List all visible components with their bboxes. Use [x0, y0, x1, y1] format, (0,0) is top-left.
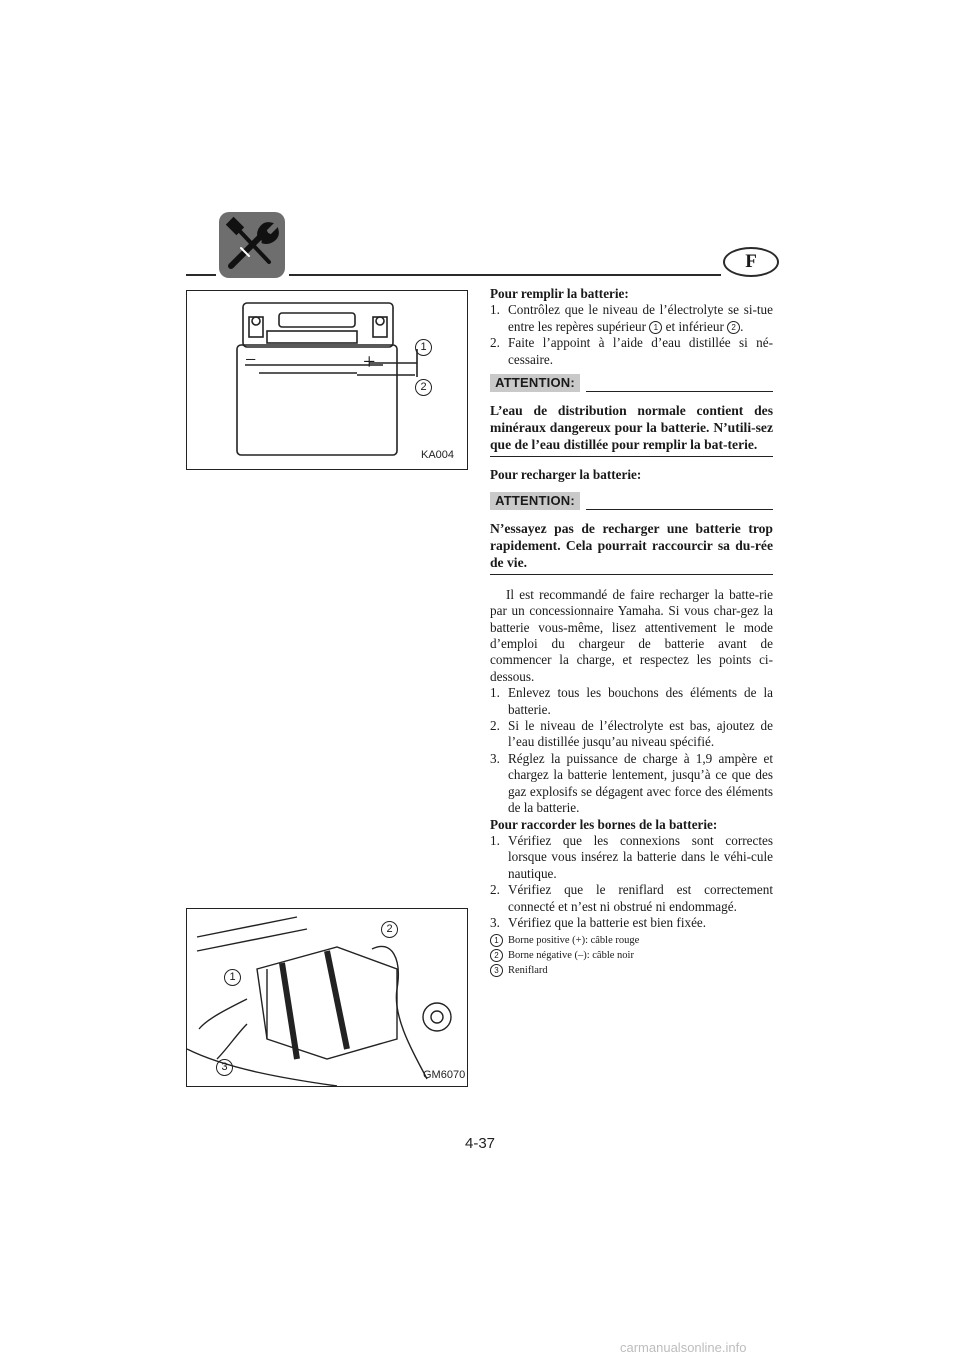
recharge-paragraph: Il est recommandé de faire recharger la batte-rie par un concessionnaire Yamaha. Si vous char-gez la batterie vous-même, lisez attentivement le mode d’emploi du chargeur de batterie avant de commencer la charge, et respectez les points ci-dessous.: [490, 586, 773, 684]
attention-label: ATTENTION:: [490, 374, 580, 392]
page-number: 4-37: [464, 1135, 496, 1152]
legend-item: [490, 963, 773, 978]
fill-step-1-text-c: .: [740, 318, 744, 334]
step-number: 1.: [490, 302, 500, 318]
attention-label: ATTENTION:: [490, 492, 580, 510]
recharge-step-3: [490, 751, 773, 817]
step-number: 2.: [490, 882, 500, 898]
legend-marker: 3: [490, 964, 503, 977]
legend-item: [490, 933, 773, 948]
callout-1: 1: [415, 339, 432, 356]
footer-watermark: carmanualsonline.info: [620, 1340, 747, 1355]
text-column: [490, 286, 773, 978]
header-rule-right: [289, 274, 721, 276]
step-number: 3.: [490, 914, 500, 930]
battery-plus-sign: +: [363, 349, 376, 374]
connection-figure: [186, 908, 468, 1087]
marker-2: 2: [727, 321, 740, 334]
fill-step-1-text: Contrôlez que le niveau de l’électrolyte se si-tue entre les repères supérieur: [508, 302, 773, 334]
attention-end-rule: [490, 574, 773, 575]
fill-heading: Pour remplir la batterie:: [490, 286, 629, 301]
fill-step-2-text: Faite l’appoint à l’aide d’eau distillée si né-cessaire.: [508, 335, 773, 367]
connect-step-text: Vérifiez que la batterie est bien fixée.: [508, 914, 707, 930]
connect-step-text: Vérifiez que le reniflard est correctement connecté et n’est ni obstrué ni endommagé.: [508, 882, 773, 914]
step-number: 2.: [490, 335, 500, 351]
recharge-step-1: [490, 685, 773, 718]
attention-header: [490, 492, 773, 514]
connect-heading: Pour raccorder les bornes de la batterie:: [490, 816, 718, 832]
legend-text: Reniflard: [508, 965, 548, 977]
step-number: 1.: [490, 832, 500, 848]
legend-marker: 2: [490, 949, 503, 962]
legend-marker: 1: [490, 934, 503, 947]
marker-1: 1: [649, 321, 662, 334]
recharge-step-text: Si le niveau de l’électrolyte est bas, ajoutez de l’eau distillée jusqu’au niveau spécifié.: [508, 718, 773, 750]
fill-step-2: [490, 335, 773, 368]
callout-2: 2: [381, 921, 398, 938]
fill-step-1-text-b: et inférieur: [665, 318, 724, 334]
legend-text: Borne négative (–): câble noir: [508, 950, 634, 962]
figure-code: KA004: [421, 449, 455, 461]
attention-rule: [586, 391, 773, 392]
connect-step-text: Vérifiez que les connexions sont correctes lorsque vous insérez la batterie dans le véhi-cule nautique.: [508, 832, 773, 881]
attention-rule: [586, 509, 773, 510]
attention-header: [490, 374, 773, 396]
callout-2: 2: [415, 379, 432, 396]
battery-minus-sign: −: [245, 349, 257, 371]
attention-text: L’eau de distribution normale contient des minéraux dangereux pour la batterie. N’utili-sez que de l’eau distillée pour remplir la bat-terie.: [490, 403, 773, 453]
recharge-step-text: Réglez la puissance de charge à 1,9 ampère et chargez la batterie lentement, jusqu’à ce que des gaz explosifs se dégagent avec force des éléments de la batterie.: [508, 750, 773, 816]
step-number: 1.: [490, 685, 500, 701]
fill-step-1: [490, 302, 773, 335]
attention-text: N’essayez pas de recharger une batterie trop rapidement. Cela pourrait raccourcir sa du-rée de vie.: [490, 520, 773, 570]
language-badge: F: [723, 247, 779, 277]
battery-figure: [186, 290, 468, 470]
attention-end-rule: [490, 456, 773, 457]
connect-step-2: [490, 882, 773, 915]
connect-step-1: [490, 833, 773, 882]
recharge-heading: Pour recharger la batterie:: [490, 467, 642, 483]
callout-3: 3: [216, 1059, 233, 1076]
callout-1: 1: [224, 969, 241, 986]
figure-code: GM6070: [423, 1069, 466, 1081]
legend-item: [490, 948, 773, 963]
tools-section-icon: [219, 212, 285, 278]
step-number: 3.: [490, 750, 500, 766]
recharge-step-2: [490, 718, 773, 751]
step-number: 2.: [490, 718, 500, 734]
connect-step-3: [490, 915, 773, 931]
legend-text: Borne positive (+): câble rouge: [508, 935, 640, 947]
header-rule-left: [186, 274, 216, 276]
recharge-step-text: Enlevez tous les bouchons des éléments de la batterie.: [508, 685, 773, 717]
